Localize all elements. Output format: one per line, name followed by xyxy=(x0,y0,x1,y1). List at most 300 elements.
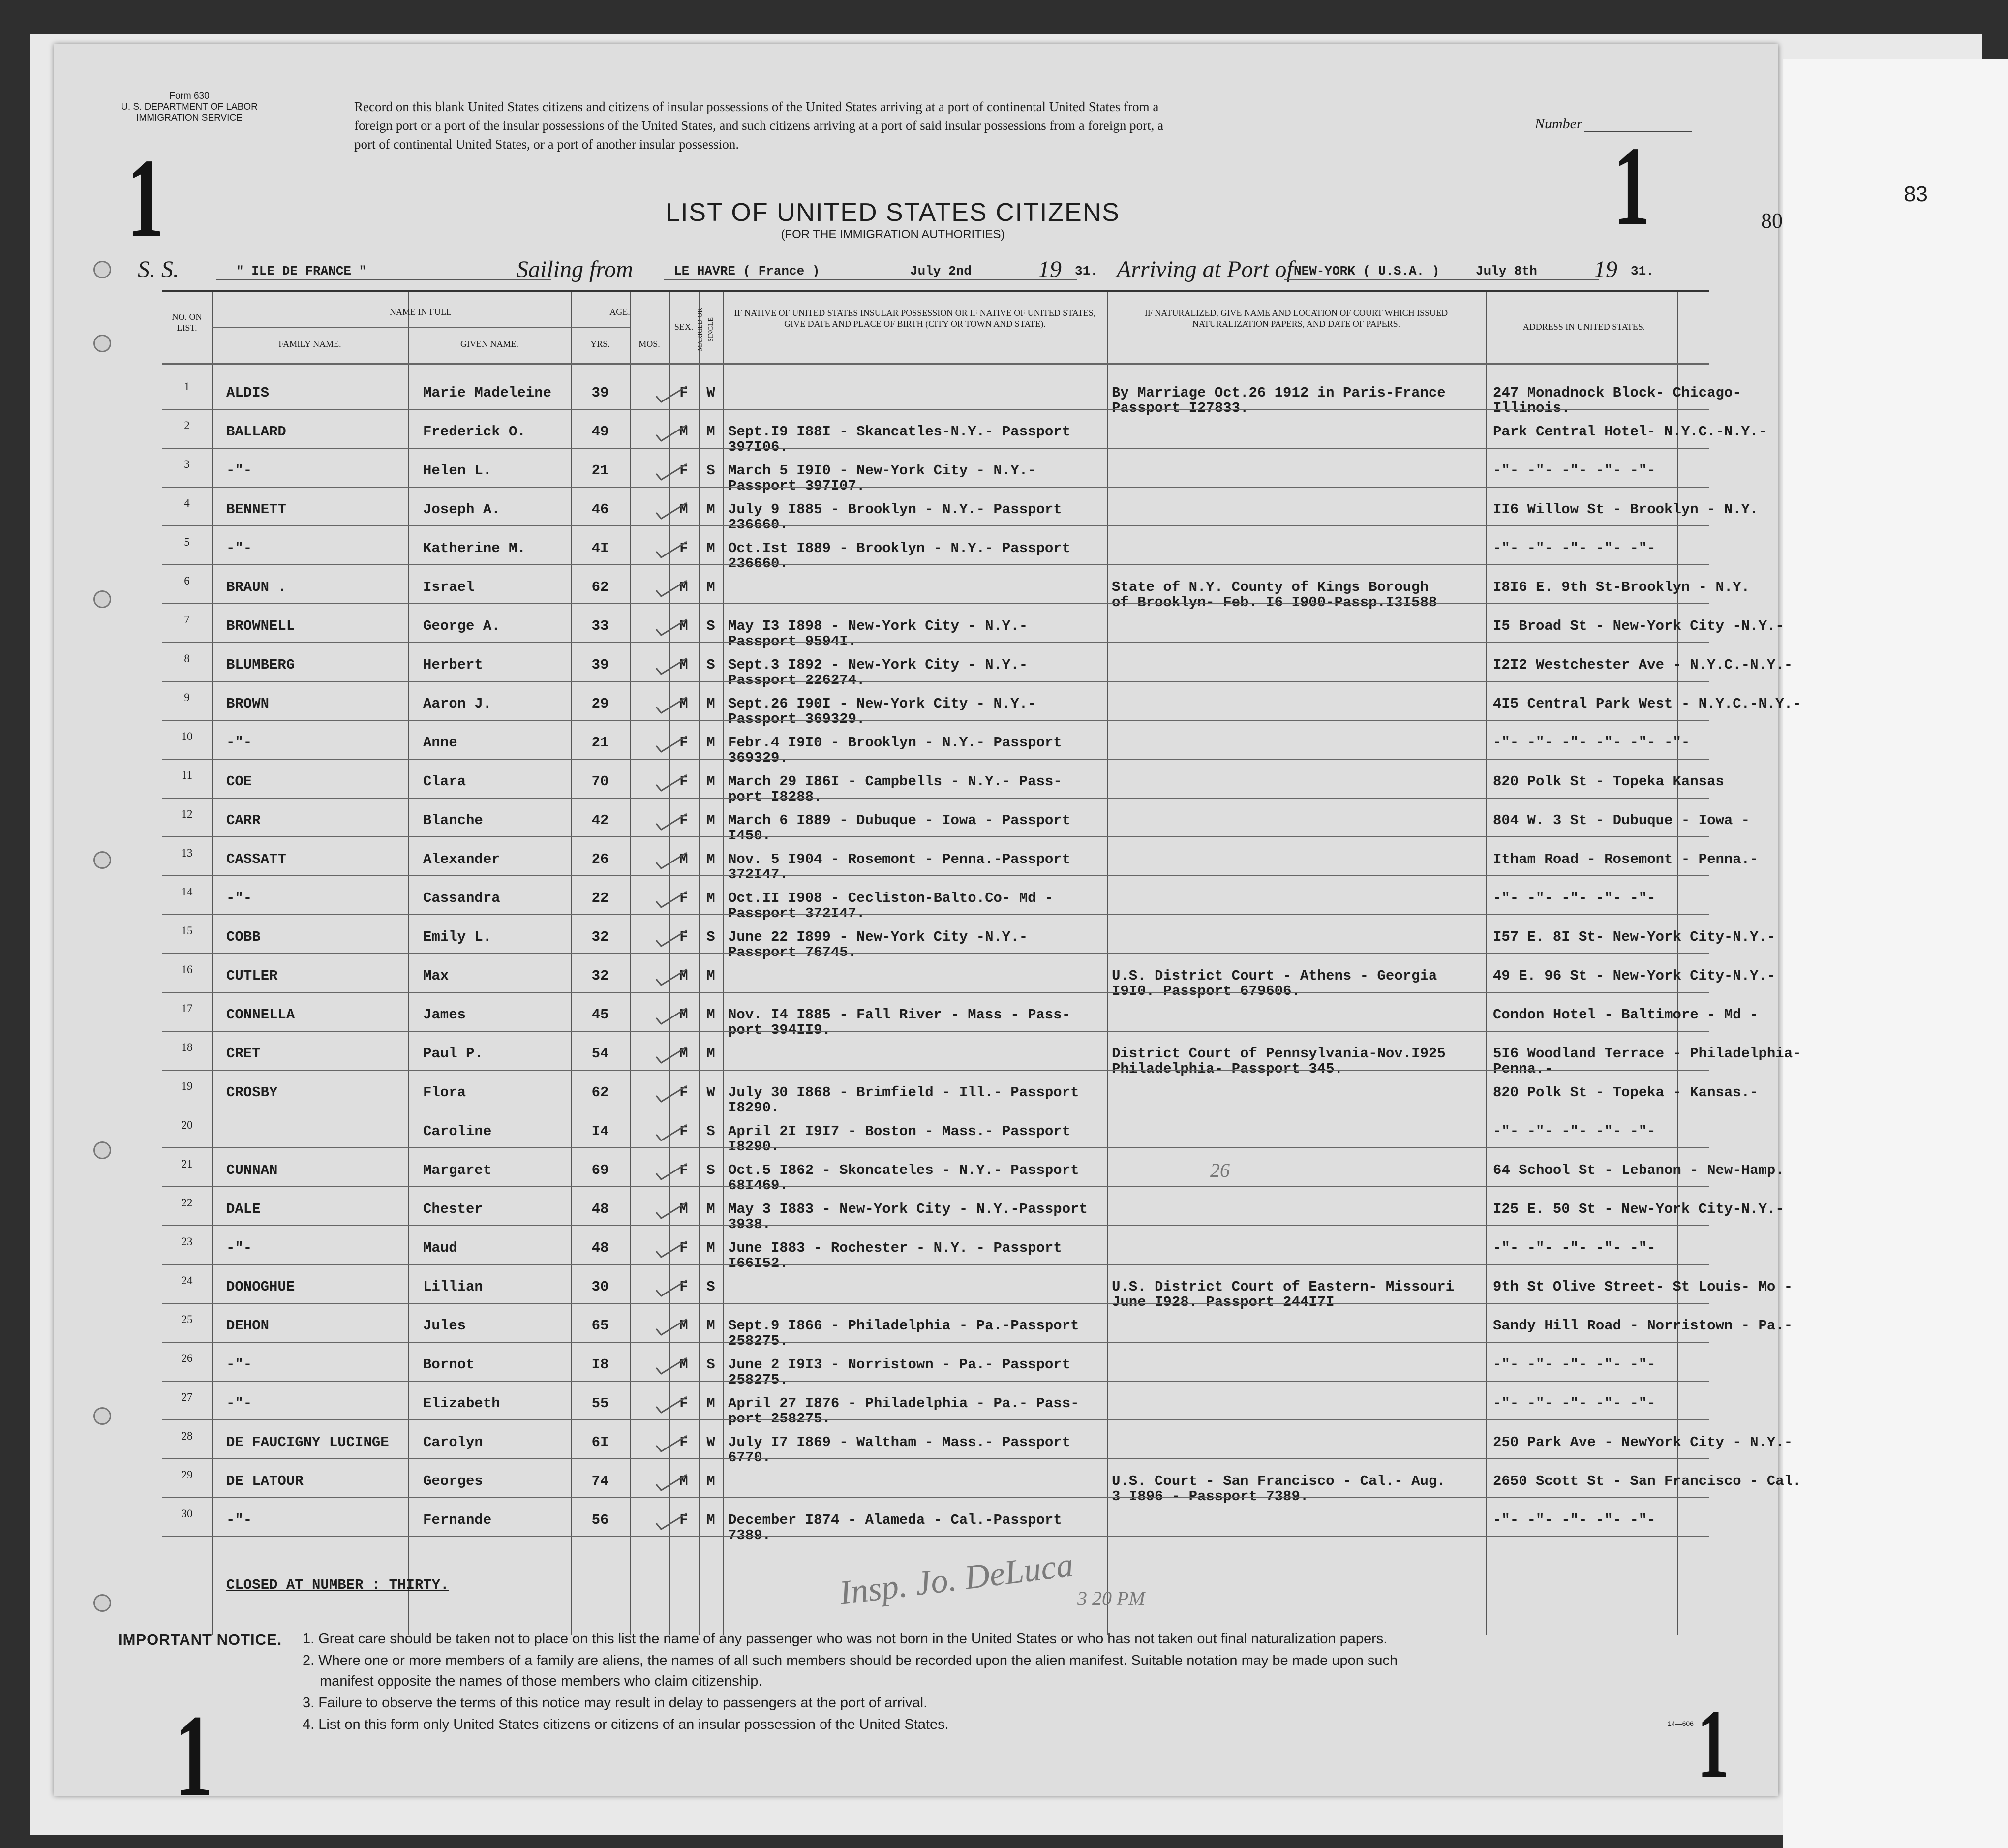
row-number: 18 xyxy=(181,1041,193,1053)
sex-cell: F xyxy=(679,1084,688,1101)
table-row xyxy=(162,720,1709,766)
birth-info-cont: Passport 372I47. xyxy=(728,905,865,922)
us-address: 2650 Scott St - San Francisco - Cal. xyxy=(1493,1473,1801,1489)
print-code: 14—606 xyxy=(1668,1720,1694,1727)
given-name: Fernande xyxy=(423,1512,492,1528)
marital-status: M xyxy=(706,1473,715,1489)
row-number: 3 xyxy=(184,458,190,470)
marital-status: M xyxy=(706,1201,715,1217)
age-years: 6I xyxy=(591,1434,609,1450)
age-years: 33 xyxy=(591,618,609,634)
page-subtitle: (FOR THE IMMIGRATION AUTHORITIES) xyxy=(781,228,1005,241)
given-name: Anne xyxy=(423,735,457,751)
table-row xyxy=(162,604,1784,649)
age-years: 48 xyxy=(591,1240,609,1256)
check-mark-icon xyxy=(654,463,689,481)
marital-status: M xyxy=(706,696,715,712)
given-name: Israel xyxy=(423,579,475,595)
marital-status: M xyxy=(706,1240,715,1256)
table-row xyxy=(162,759,1724,805)
binder-hole xyxy=(93,1141,111,1159)
given-name: Katherine M. xyxy=(423,540,526,556)
us-address: -"- -"- -"- -"- -"- xyxy=(1493,1356,1656,1373)
row-number: 17 xyxy=(181,1002,193,1015)
table-row xyxy=(162,448,1709,494)
family-name: DONOGHUE xyxy=(226,1279,295,1295)
stamp-number-bottom-right: 1 xyxy=(1697,1690,1729,1798)
birth-info-cont: Passport 76745. xyxy=(728,944,857,960)
age-years: 30 xyxy=(591,1279,609,1295)
row-number: 7 xyxy=(184,614,190,626)
row-number: 19 xyxy=(181,1080,193,1092)
us-address: 250 Park Ave - NewYork City - N.Y.- xyxy=(1493,1434,1793,1450)
given-name: Max xyxy=(423,968,449,984)
check-mark-icon xyxy=(654,1124,689,1141)
row-number: 22 xyxy=(181,1197,193,1209)
birth-info: Sept.26 I90I - New-York City - N.Y.- xyxy=(728,696,1036,712)
marital-status: M xyxy=(706,890,715,906)
table-row xyxy=(162,1459,1801,1505)
arrival-underline xyxy=(1284,279,1599,280)
row-number: 6 xyxy=(184,575,190,587)
binder-hole xyxy=(93,590,111,608)
header-rule xyxy=(212,327,630,328)
check-mark-icon xyxy=(654,1240,689,1258)
given-name: Carolyn xyxy=(423,1434,483,1450)
form-number: Form 630 xyxy=(169,91,210,101)
row-number: 5 xyxy=(184,536,190,548)
check-mark-icon xyxy=(654,696,689,714)
age-years: 29 xyxy=(591,696,609,712)
sex-cell: M xyxy=(679,851,688,867)
check-mark-icon xyxy=(654,1046,689,1064)
age-years: 21 xyxy=(591,462,609,479)
birth-info-cont: I8290. xyxy=(728,1100,780,1116)
sail-year: 31. xyxy=(1075,264,1098,278)
birth-info-cont: 397I06. xyxy=(728,439,788,455)
preamble-line: foreign port or a port of the insular possessions of the United States, and such citizens arriving at a port of said insular possessions from a foreign port, a xyxy=(354,118,1164,133)
check-mark-icon xyxy=(654,774,689,792)
birth-info-cont: 369329. xyxy=(728,750,788,766)
us-address: 247 Monadnock Block- Chicago- xyxy=(1493,385,1741,401)
notice-item-1: 1. Great care should be taken not to place on this list the name of any passenger who was not born in the United States or who has not taken out final naturalization papers. xyxy=(303,1631,1388,1647)
family-name: CONNELLA xyxy=(226,1007,295,1023)
given-name: Margaret xyxy=(423,1162,492,1178)
given-name: Clara xyxy=(423,773,466,790)
age-years: 65 xyxy=(591,1318,609,1334)
family-name: BROWNELL xyxy=(226,618,295,634)
birth-info: June 2 I9I3 - Norristown - Pa.- Passport xyxy=(728,1356,1071,1373)
sex-cell: M xyxy=(679,1007,688,1023)
family-name: DE LATOUR xyxy=(226,1473,304,1489)
us-address: I2I2 Westchester Ave - N.Y.C.-N.Y.- xyxy=(1493,657,1793,673)
family-name: CASSATT xyxy=(226,851,286,867)
row-number: 2 xyxy=(184,419,190,431)
marital-status: S xyxy=(706,1123,715,1140)
family-name: DALE xyxy=(226,1201,261,1217)
birth-info-cont: 258275. xyxy=(728,1333,788,1349)
col-header-given: GIVEN NAME. xyxy=(460,339,518,349)
table-row xyxy=(162,1303,1793,1349)
marital-status: S xyxy=(706,657,715,673)
table-row xyxy=(162,526,1709,572)
age-years: 26 xyxy=(591,851,609,867)
birth-info: Sept.3 I892 - New-York City - N.Y.- xyxy=(728,657,1028,673)
binder-hole xyxy=(93,1407,111,1425)
birth-info: June 22 I899 - New-York City -N.Y.- xyxy=(728,929,1028,945)
notice-item-3: 3. Failure to observe the terms of this notice may result in delay to passengers at the port of arrival. xyxy=(303,1695,928,1711)
age-years: 54 xyxy=(591,1046,609,1062)
sex-cell: F xyxy=(679,890,688,906)
given-name: Lillian xyxy=(423,1279,483,1295)
marital-status: M xyxy=(706,501,715,518)
table-row xyxy=(162,876,1709,922)
given-name: Cassandra xyxy=(423,890,500,906)
us-address: Condon Hotel - Baltimore - Md - xyxy=(1493,1007,1759,1023)
sail-date: July 2nd xyxy=(910,264,972,278)
family-name: CUNNAN xyxy=(226,1162,278,1178)
table-row xyxy=(162,1070,1759,1116)
sex-cell: F xyxy=(679,385,688,401)
table-row xyxy=(162,370,1741,416)
row-number: 28 xyxy=(181,1430,193,1442)
passenger-table xyxy=(162,290,1801,1635)
from-underline xyxy=(664,279,940,280)
table-row xyxy=(162,1109,1709,1155)
family-name: CUTLER xyxy=(226,968,278,984)
row-number: 14 xyxy=(181,886,193,898)
ss-label: S. S. xyxy=(138,256,179,282)
sex-cell: M xyxy=(679,696,688,712)
age-years: 32 xyxy=(591,968,609,984)
age-years: 45 xyxy=(591,1007,609,1023)
family-name: BRAUN . xyxy=(226,579,286,595)
row-number: 23 xyxy=(181,1235,193,1248)
birth-info: March 6 I889 - Dubuque - Iowa - Passport xyxy=(728,812,1071,829)
us-address: 49 E. 96 St - New-York City-N.Y.- xyxy=(1493,968,1776,984)
year-prefix: 19 xyxy=(1038,256,1062,282)
table-row xyxy=(162,798,1750,844)
stamp-number-bottom-left: 1 xyxy=(175,1690,213,1821)
row-number: 1 xyxy=(184,380,190,393)
family-name: CARR xyxy=(226,812,261,829)
us-address: Sandy Hill Road - Norristown - Pa.- xyxy=(1493,1318,1793,1334)
birth-info-cont: 372I47. xyxy=(728,866,788,883)
us-address: I57 E. 8I St- New-York City-N.Y.- xyxy=(1493,929,1776,945)
given-name: Emily L. xyxy=(423,929,492,945)
binder-hole xyxy=(93,261,111,278)
age-years: I8 xyxy=(591,1356,609,1373)
birth-info: April 2I I9I7 - Boston - Mass.- Passport xyxy=(728,1123,1071,1140)
check-mark-icon xyxy=(654,657,689,675)
marital-status: S xyxy=(706,1162,715,1178)
naturalization-info-cont: I9I0. Passport 679606. xyxy=(1112,983,1300,999)
marital-status: M xyxy=(706,579,715,595)
age-years: 21 xyxy=(591,735,609,751)
row-number: 24 xyxy=(181,1274,193,1287)
row-number: 20 xyxy=(181,1119,193,1131)
sex-cell: M xyxy=(679,501,688,518)
table-row xyxy=(162,1187,1784,1232)
arrival-year: 31. xyxy=(1631,264,1654,278)
given-name: Bornot xyxy=(423,1356,475,1373)
birth-info-cont: Passport 397I07. xyxy=(728,478,865,494)
col-header-mos: MOS. xyxy=(639,339,660,349)
us-address: -"- -"- -"- -"- -"- xyxy=(1493,1240,1656,1256)
row-number: 9 xyxy=(184,691,190,704)
age-years: 46 xyxy=(591,501,609,518)
naturalization-info-cont: Philadelphia- Passport 345. xyxy=(1112,1061,1343,1077)
marital-status: M xyxy=(706,424,715,440)
marital-status: W xyxy=(706,1434,715,1450)
birth-info: Oct.Ist I889 - Brooklyn - N.Y.- Passport xyxy=(728,540,1071,556)
birth-info-cont: port I8288. xyxy=(728,789,822,805)
given-name: Alexander xyxy=(423,851,500,867)
sex-cell: F xyxy=(679,773,688,790)
us-address: -"- -"- -"- -"- -"- -"- xyxy=(1493,735,1690,751)
age-years: 22 xyxy=(591,890,609,906)
notice-item-2: 2. Where one or more members of a family are aliens, the names of all such members should be recorded upon the alien manifest. Suitable notation may be made upon such xyxy=(303,1653,1398,1668)
marital-status: M xyxy=(706,540,715,556)
us-address: -"- -"- -"- -"- -"- xyxy=(1493,1512,1656,1528)
table-row xyxy=(162,915,1776,960)
notice-item-4: 4. List on this form only United States citizens or citizens of an insular possession of the United States. xyxy=(303,1717,949,1732)
sex-cell: M xyxy=(679,1318,688,1334)
ship-name: " ILE DE FRANCE " xyxy=(236,264,367,278)
birth-info-cont: port 394II9. xyxy=(728,1022,831,1038)
row-number: 26 xyxy=(181,1352,193,1364)
family-name: CROSBY xyxy=(226,1084,278,1101)
row-number: 12 xyxy=(181,808,193,820)
page-title: LIST OF UNITED STATES CITIZENS xyxy=(666,198,1120,227)
arrival-date: July 8th xyxy=(1476,264,1537,278)
sex-cell: F xyxy=(679,1240,688,1256)
table-row xyxy=(162,1031,1801,1077)
check-mark-icon xyxy=(654,929,689,947)
table-row xyxy=(162,487,1759,533)
family-name: -"- xyxy=(226,735,252,751)
age-years: I4 xyxy=(591,1123,609,1140)
marital-status: S xyxy=(706,929,715,945)
notice-item-2-cont: manifest opposite the names of those members who claim citizenship. xyxy=(320,1673,762,1689)
marital-status: S xyxy=(706,618,715,634)
family-name: -"- xyxy=(226,540,252,556)
sex-cell: M xyxy=(679,1201,688,1217)
us-address: Itham Road - Rosemont - Penna.- xyxy=(1493,851,1759,867)
birth-info: June I883 - Rochester - N.Y. - Passport xyxy=(728,1240,1062,1256)
table-row xyxy=(162,837,1759,883)
check-mark-icon xyxy=(654,541,689,558)
marital-status: M xyxy=(706,735,715,751)
birth-info-cont: 258275. xyxy=(728,1372,788,1388)
row-number: 13 xyxy=(181,847,193,859)
manifest-page xyxy=(54,44,1801,1821)
binder-hole xyxy=(93,1594,111,1612)
birth-info: May 3 I883 - New-York City - N.Y.-Passport xyxy=(728,1201,1088,1217)
table-row xyxy=(162,1264,1793,1310)
given-name: Paul P. xyxy=(423,1046,483,1062)
us-address: -"- -"- -"- -"- -"- xyxy=(1493,1123,1656,1140)
birth-info: Oct.II I908 - Cecliston-Balto.Co- Md - xyxy=(728,890,1054,906)
check-mark-icon xyxy=(654,1512,689,1530)
us-address: -"- -"- -"- -"- -"- xyxy=(1493,462,1656,479)
family-name: BLUMBERG xyxy=(226,657,295,673)
row-number: 21 xyxy=(181,1158,193,1170)
sex-cell: M xyxy=(679,618,688,634)
age-years: 39 xyxy=(591,385,609,401)
marital-status: M xyxy=(706,1395,715,1412)
col-header-name: NAME IN FULL xyxy=(390,307,452,317)
given-name: Blanche xyxy=(423,812,483,829)
page-number: 80 xyxy=(1761,209,1783,233)
row-number: 16 xyxy=(181,963,193,976)
us-address: I25 E. 50 St - New-York City-N.Y.- xyxy=(1493,1201,1784,1217)
sex-cell: M xyxy=(679,1473,688,1489)
given-name: Caroline xyxy=(423,1123,492,1140)
from-port: LE HAVRE ( France ) xyxy=(674,264,820,278)
given-name: Maud xyxy=(423,1240,457,1256)
family-name: COBB xyxy=(226,929,261,945)
family-name: BALLARD xyxy=(226,424,286,440)
family-name: -"- xyxy=(226,890,252,906)
naturalization-info: State of N.Y. County of Kings Borough xyxy=(1112,579,1429,595)
check-mark-icon xyxy=(654,502,689,520)
sex-cell: F xyxy=(679,929,688,945)
arrival-port: NEW-YORK ( U.S.A. ) xyxy=(1294,264,1440,278)
check-mark-icon xyxy=(654,618,689,636)
family-name: -"- xyxy=(226,1395,252,1412)
check-mark-icon xyxy=(654,813,689,831)
notice-title: IMPORTANT NOTICE. xyxy=(118,1631,282,1648)
table-row xyxy=(162,954,1776,999)
marital-status: M xyxy=(706,968,715,984)
sex-cell: F xyxy=(679,1512,688,1528)
given-name: James xyxy=(423,1007,466,1023)
us-address: 820 Polk St - Topeka Kansas xyxy=(1493,773,1724,790)
marital-status: W xyxy=(706,1084,715,1101)
family-name: DEHON xyxy=(226,1318,270,1334)
birth-info: July 30 I868 - Brimfield - Ill.- Passport xyxy=(728,1084,1079,1101)
naturalization-info-cont: of Brooklyn- Feb. I6 I900-Passp.I3I588 xyxy=(1112,594,1437,611)
check-mark-icon xyxy=(654,1007,689,1025)
age-years: 39 xyxy=(591,657,609,673)
marital-status: S xyxy=(706,1356,715,1373)
check-mark-icon xyxy=(654,580,689,597)
family-name: -"- xyxy=(226,462,252,479)
birth-info: Nov. 5 I904 - Rosemont - Penna.-Passport xyxy=(728,851,1071,867)
row-rule xyxy=(162,1536,1709,1537)
family-name: DE FAUCIGNY LUCINGE xyxy=(226,1434,389,1450)
sheet-number: 83 xyxy=(1904,182,1928,206)
col-header-no: NO. ON LIST. xyxy=(172,312,202,333)
us-address: 804 W. 3 St - Dubuque - Iowa - xyxy=(1493,812,1750,829)
sex-cell: M xyxy=(679,1356,688,1373)
us-address: 5I6 Woodland Terrace - Philadelphia- xyxy=(1493,1046,1801,1062)
birth-info-cont: 68I469. xyxy=(728,1177,788,1194)
family-name: -"- xyxy=(226,1356,252,1373)
table-row xyxy=(162,643,1793,688)
birth-info: Sept.9 I866 - Philadelphia - Pa.-Passport xyxy=(728,1318,1079,1334)
birth-info-cont: 3938. xyxy=(728,1216,771,1232)
age-years: 69 xyxy=(591,1162,609,1178)
us-address: II6 Willow St - Brooklyn - N.Y. xyxy=(1493,501,1759,518)
birth-info: April 27 I876 - Philadelphia - Pa.- Pass- xyxy=(728,1395,1079,1412)
row-number: 30 xyxy=(181,1508,193,1520)
birth-info: July 9 I885 - Brooklyn - N.Y.- Passport xyxy=(728,501,1062,518)
us-address-cont: Penna.- xyxy=(1493,1061,1553,1077)
naturalization-info-cont: Passport I27833. xyxy=(1112,400,1249,416)
naturalization-info: U.S. Court - San Francisco - Cal.- Aug. xyxy=(1112,1473,1446,1489)
age-years: 70 xyxy=(591,773,609,790)
table-row xyxy=(162,992,1759,1038)
birth-info: March 29 I86I - Campbells - N.Y.- Pass- xyxy=(728,773,1062,790)
us-address: Park Central Hotel- N.Y.C.-N.Y.- xyxy=(1493,424,1767,440)
col-header-sex: SEX. xyxy=(674,322,694,332)
given-name: Joseph A. xyxy=(423,501,500,518)
form-identifier xyxy=(111,91,268,123)
birth-info: Febr.4 I9I0 - Brooklyn - N.Y.- Passport xyxy=(728,735,1062,751)
col-header-birth: IF NATIVE OF UNITED STATES INSULAR POSSESSION OR IF NATIVE OF UNITED STATES, GIVE DATE AND PLACE OF BIRTH (CITY OR TOWN AND STATE). xyxy=(734,308,1096,329)
birth-info: December I874 - Alameda - Cal.-Passport xyxy=(728,1512,1062,1528)
family-name: -"- xyxy=(226,1240,252,1256)
year-prefix: 19 xyxy=(1594,256,1617,282)
given-name: George A. xyxy=(423,618,500,634)
row-number: 15 xyxy=(181,924,193,937)
birth-info-cont: 236660. xyxy=(728,517,788,533)
check-mark-icon xyxy=(654,1085,689,1103)
table-row xyxy=(162,1420,1793,1466)
birth-info: Nov. I4 I885 - Fall River - Mass - Pass- xyxy=(728,1007,1071,1023)
signature-time: 3 20 PM xyxy=(1077,1587,1145,1609)
col-header-yrs: YRS. xyxy=(590,339,610,349)
check-mark-icon xyxy=(654,735,689,753)
birth-info-cont: Passport 226274. xyxy=(728,672,865,688)
binder-hole xyxy=(93,335,111,352)
check-mark-icon xyxy=(654,1318,689,1336)
number-label: Number xyxy=(1535,116,1582,132)
marital-status: M xyxy=(706,812,715,829)
check-mark-icon xyxy=(654,1396,689,1414)
table-row xyxy=(162,565,1750,611)
age-years: 49 xyxy=(591,424,609,440)
marital-status: M xyxy=(706,1046,715,1062)
us-address: 64 School St - Lebanon - New-Hamp. xyxy=(1493,1162,1784,1178)
family-name: BROWN xyxy=(226,696,270,712)
given-name: Herbert xyxy=(423,657,483,673)
check-mark-icon xyxy=(654,1279,689,1297)
marital-status: W xyxy=(706,385,715,401)
check-mark-icon xyxy=(654,424,689,442)
us-address: I8I6 E. 9th St-Brooklyn - N.Y. xyxy=(1493,579,1750,595)
preamble-line: port of continental United States, or a port of another insular possession. xyxy=(354,137,739,152)
us-address: 820 Polk St - Topeka - Kansas.- xyxy=(1493,1084,1759,1101)
sex-cell: F xyxy=(679,1279,688,1295)
family-name: ALDIS xyxy=(226,385,270,401)
row-number: 27 xyxy=(181,1391,193,1403)
ship-underline xyxy=(216,279,551,280)
age-years: 4I xyxy=(591,540,609,556)
marital-status: S xyxy=(706,1279,715,1295)
us-address: 4I5 Central Park West - N.Y.C.-N.Y.- xyxy=(1493,696,1801,712)
birth-info-cont: I8290. xyxy=(728,1139,780,1155)
age-years: 56 xyxy=(591,1512,609,1528)
family-name: -"- xyxy=(226,1512,252,1528)
sailing-label: Sailing from xyxy=(517,256,633,282)
table-row xyxy=(162,1226,1709,1271)
table-row xyxy=(162,1381,1709,1427)
sex-cell: F xyxy=(679,812,688,829)
sex-cell: M xyxy=(679,657,688,673)
